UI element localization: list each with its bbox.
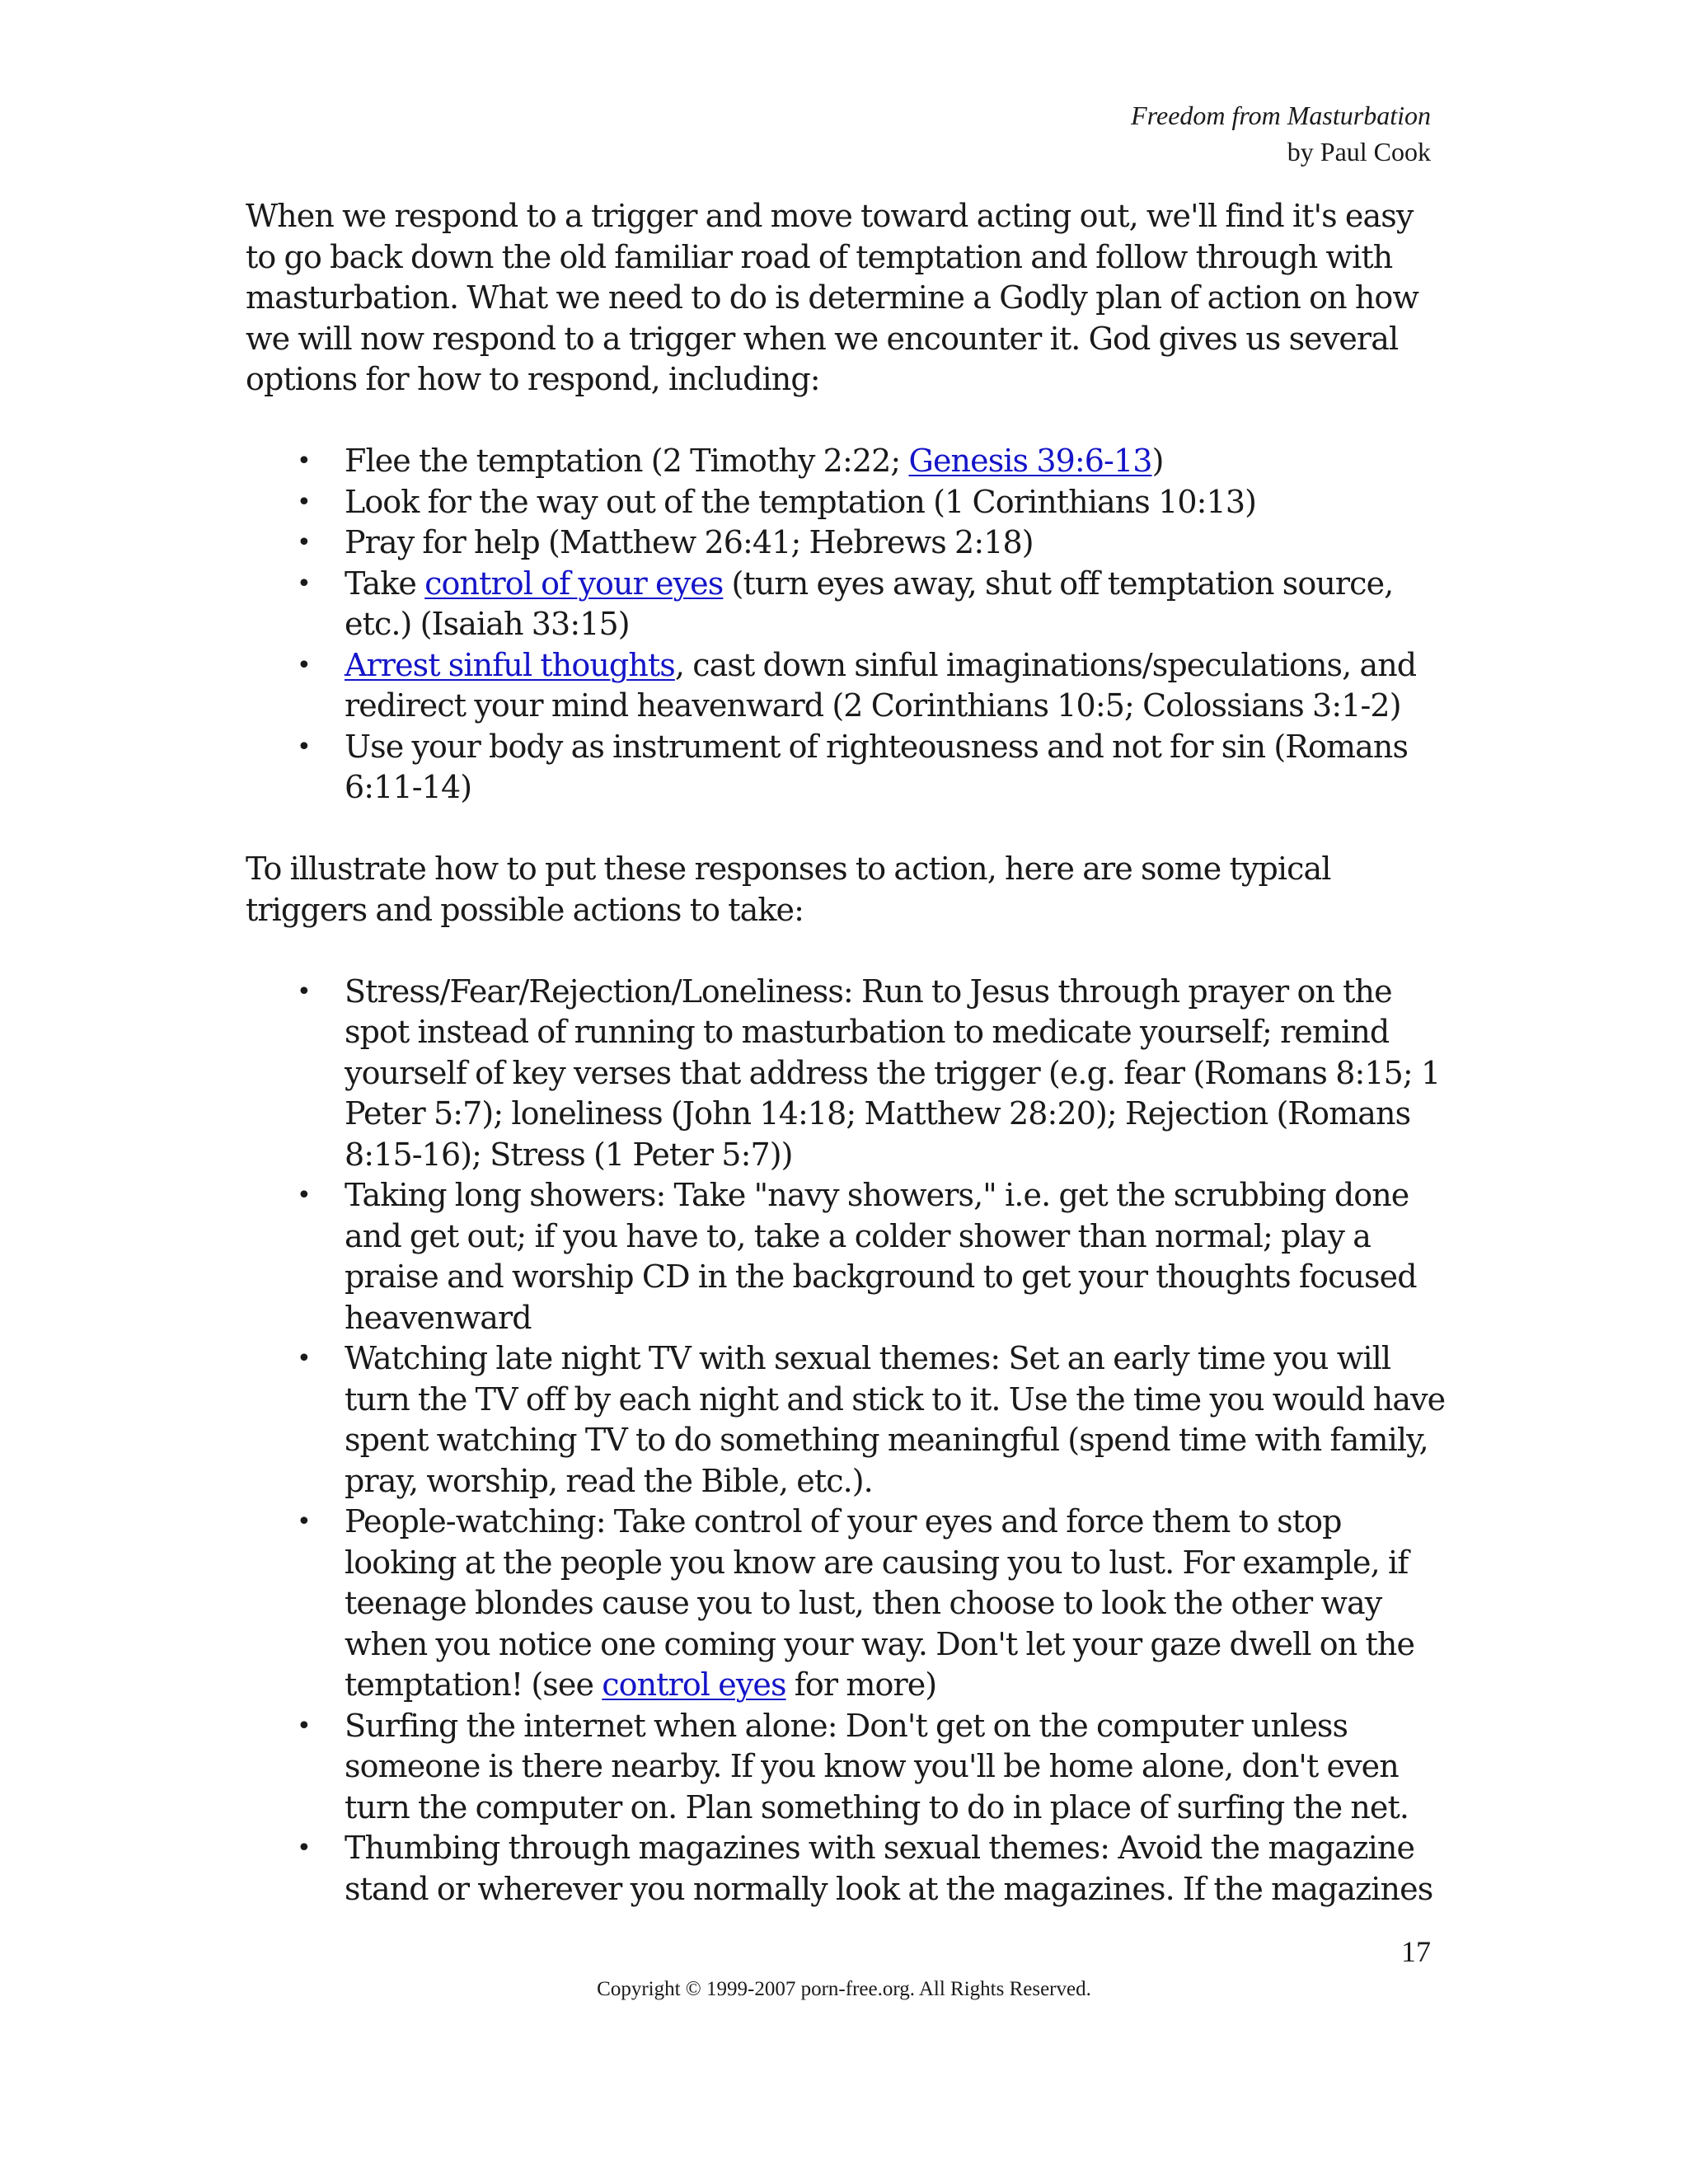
list-item [246, 727, 1449, 808]
bullet-icon: • [297, 1711, 311, 1741]
intro-paragraph: When we respond to a trigger and move toward acting out, we'll find it's easy to go back down the old familiar road of temptation and follow through with masturbation. What we need to do is determine a Godly plan of action on how we will now respond to a trigger when we encounter it. God gives us several options for how to respond, including: [246, 198, 1419, 397]
list-item-text: for more) [785, 1666, 937, 1703]
triggers-list [246, 972, 1449, 1910]
list-item-text: Flee the temptation (2 Timothy 2:22; [345, 443, 909, 479]
list-item [246, 1502, 1449, 1706]
reference-link[interactable]: control of your eyes [424, 565, 724, 602]
list-item [246, 972, 1449, 1176]
list-item [246, 1706, 1449, 1829]
list-item [246, 645, 1449, 727]
list-item-text: Use your body as instrument of righteousness and not for sin (Romans 6:11-14) [345, 728, 1409, 805]
bullet-icon: • [297, 569, 311, 598]
document-author: by Paul Cook [1287, 137, 1431, 166]
list-item-text: Take [345, 565, 425, 602]
bullet-icon: • [297, 528, 311, 557]
list-item [246, 564, 1449, 645]
list-item-text: Stress/Fear/Rejection/Loneliness: Run to Jesus through prayer on the spot instead of running to masturbation to medicate yourself; remind yourself of key verses that address the trigger (e.g. fear (Romans 8:15; 1 Peter 5:7); loneliness (John 14:18; Matthew 28:20); Rejection (Romans 8:15-16); Stress (1 Peter 5:7)) [345, 972, 1441, 1173]
list-item-text: Look for the way out of the temptation (1 Corinthians 10:13) [345, 483, 1257, 520]
copyright-footer: Copyright © 1999-2007 porn-free.org. All Rights Reserved. [597, 1978, 1091, 2000]
bullet-icon: • [297, 732, 311, 762]
bullet-icon: • [297, 977, 311, 1006]
bullet-icon: • [297, 1834, 311, 1863]
list-item-text: People-watching: Take control of your eyes and force them to stop looking at the people you know are causing you to lust. For example, if teenage blondes cause you to lust, then choose to look the other way when you notice one coming your way. Don't let your gaze dwell on the temptation! (see [345, 1503, 1415, 1703]
reference-link[interactable]: Genesis 39:6-13 [908, 443, 1152, 479]
list-item-text: , cast down sinful imaginations/speculations, and redirect your mind heavenward (2 Corinthians 10:5; Colossians 3:1-2) [345, 646, 1417, 724]
bullet-icon: • [297, 1181, 311, 1210]
list-item [246, 1175, 1449, 1338]
reference-link[interactable]: Arrest sinful thoughts [345, 646, 675, 683]
running-header [1131, 97, 1431, 170]
list-item [246, 482, 1449, 523]
illustrate-paragraph: To illustrate how to put these responses to action, here are some typical triggers and possible actions to take: [246, 851, 1331, 928]
bullet-icon: • [297, 447, 311, 476]
body-text [246, 196, 1449, 1910]
reference-link[interactable]: control eyes [602, 1666, 786, 1703]
bullet-icon: • [297, 650, 311, 680]
paragraph-spacer [246, 401, 1449, 442]
list-item-text: (turn eyes away, shut off temptation source, etc.) (Isaiah 33:15) [345, 565, 1394, 642]
paragraph-spacer [246, 808, 1449, 850]
list-item-text: Taking long showers: Take "navy showers," i.e. get the scrubbing done and get out; if you have to, take a colder shower than normal; play a praise and worship CD in the background to get your thoughts focused heavenward [345, 1177, 1417, 1336]
list-item-text: Thumbing through magazines with sexual themes: Avoid the magazine stand or wherever you normally look at the magazines. If the magazines [345, 1830, 1433, 1907]
list-item-text: ) [1151, 443, 1164, 479]
page-number: 17 [1401, 1935, 1431, 1968]
list-item-text: Pray for help (Matthew 26:41; Hebrews 2:18) [345, 524, 1034, 560]
bullet-icon: • [297, 487, 311, 517]
list-item [246, 441, 1449, 482]
responses-list [246, 441, 1449, 808]
paragraph-spacer [246, 930, 1449, 972]
list-item [246, 523, 1449, 564]
list-item [246, 1828, 1449, 1910]
document-title: Freedom from Masturbation [1131, 101, 1431, 130]
list-item-text: Surfing the internet when alone: Don't get on the computer unless someone is there nearby. If you know you'll be home alone, don't even turn the computer on. Plan something to do in place of surfing the net. [345, 1707, 1409, 1825]
list-item [246, 1338, 1449, 1502]
bullet-icon: • [297, 1507, 311, 1536]
list-item-text: Watching late night TV with sexual themes: Set an early time you will turn the TV off by each night and stick to it. Use the time you would have spent watching TV to do something meaningful (spend time with family, pray, worship, read the Bible, etc.). [345, 1340, 1446, 1499]
bullet-icon: • [297, 1344, 311, 1373]
